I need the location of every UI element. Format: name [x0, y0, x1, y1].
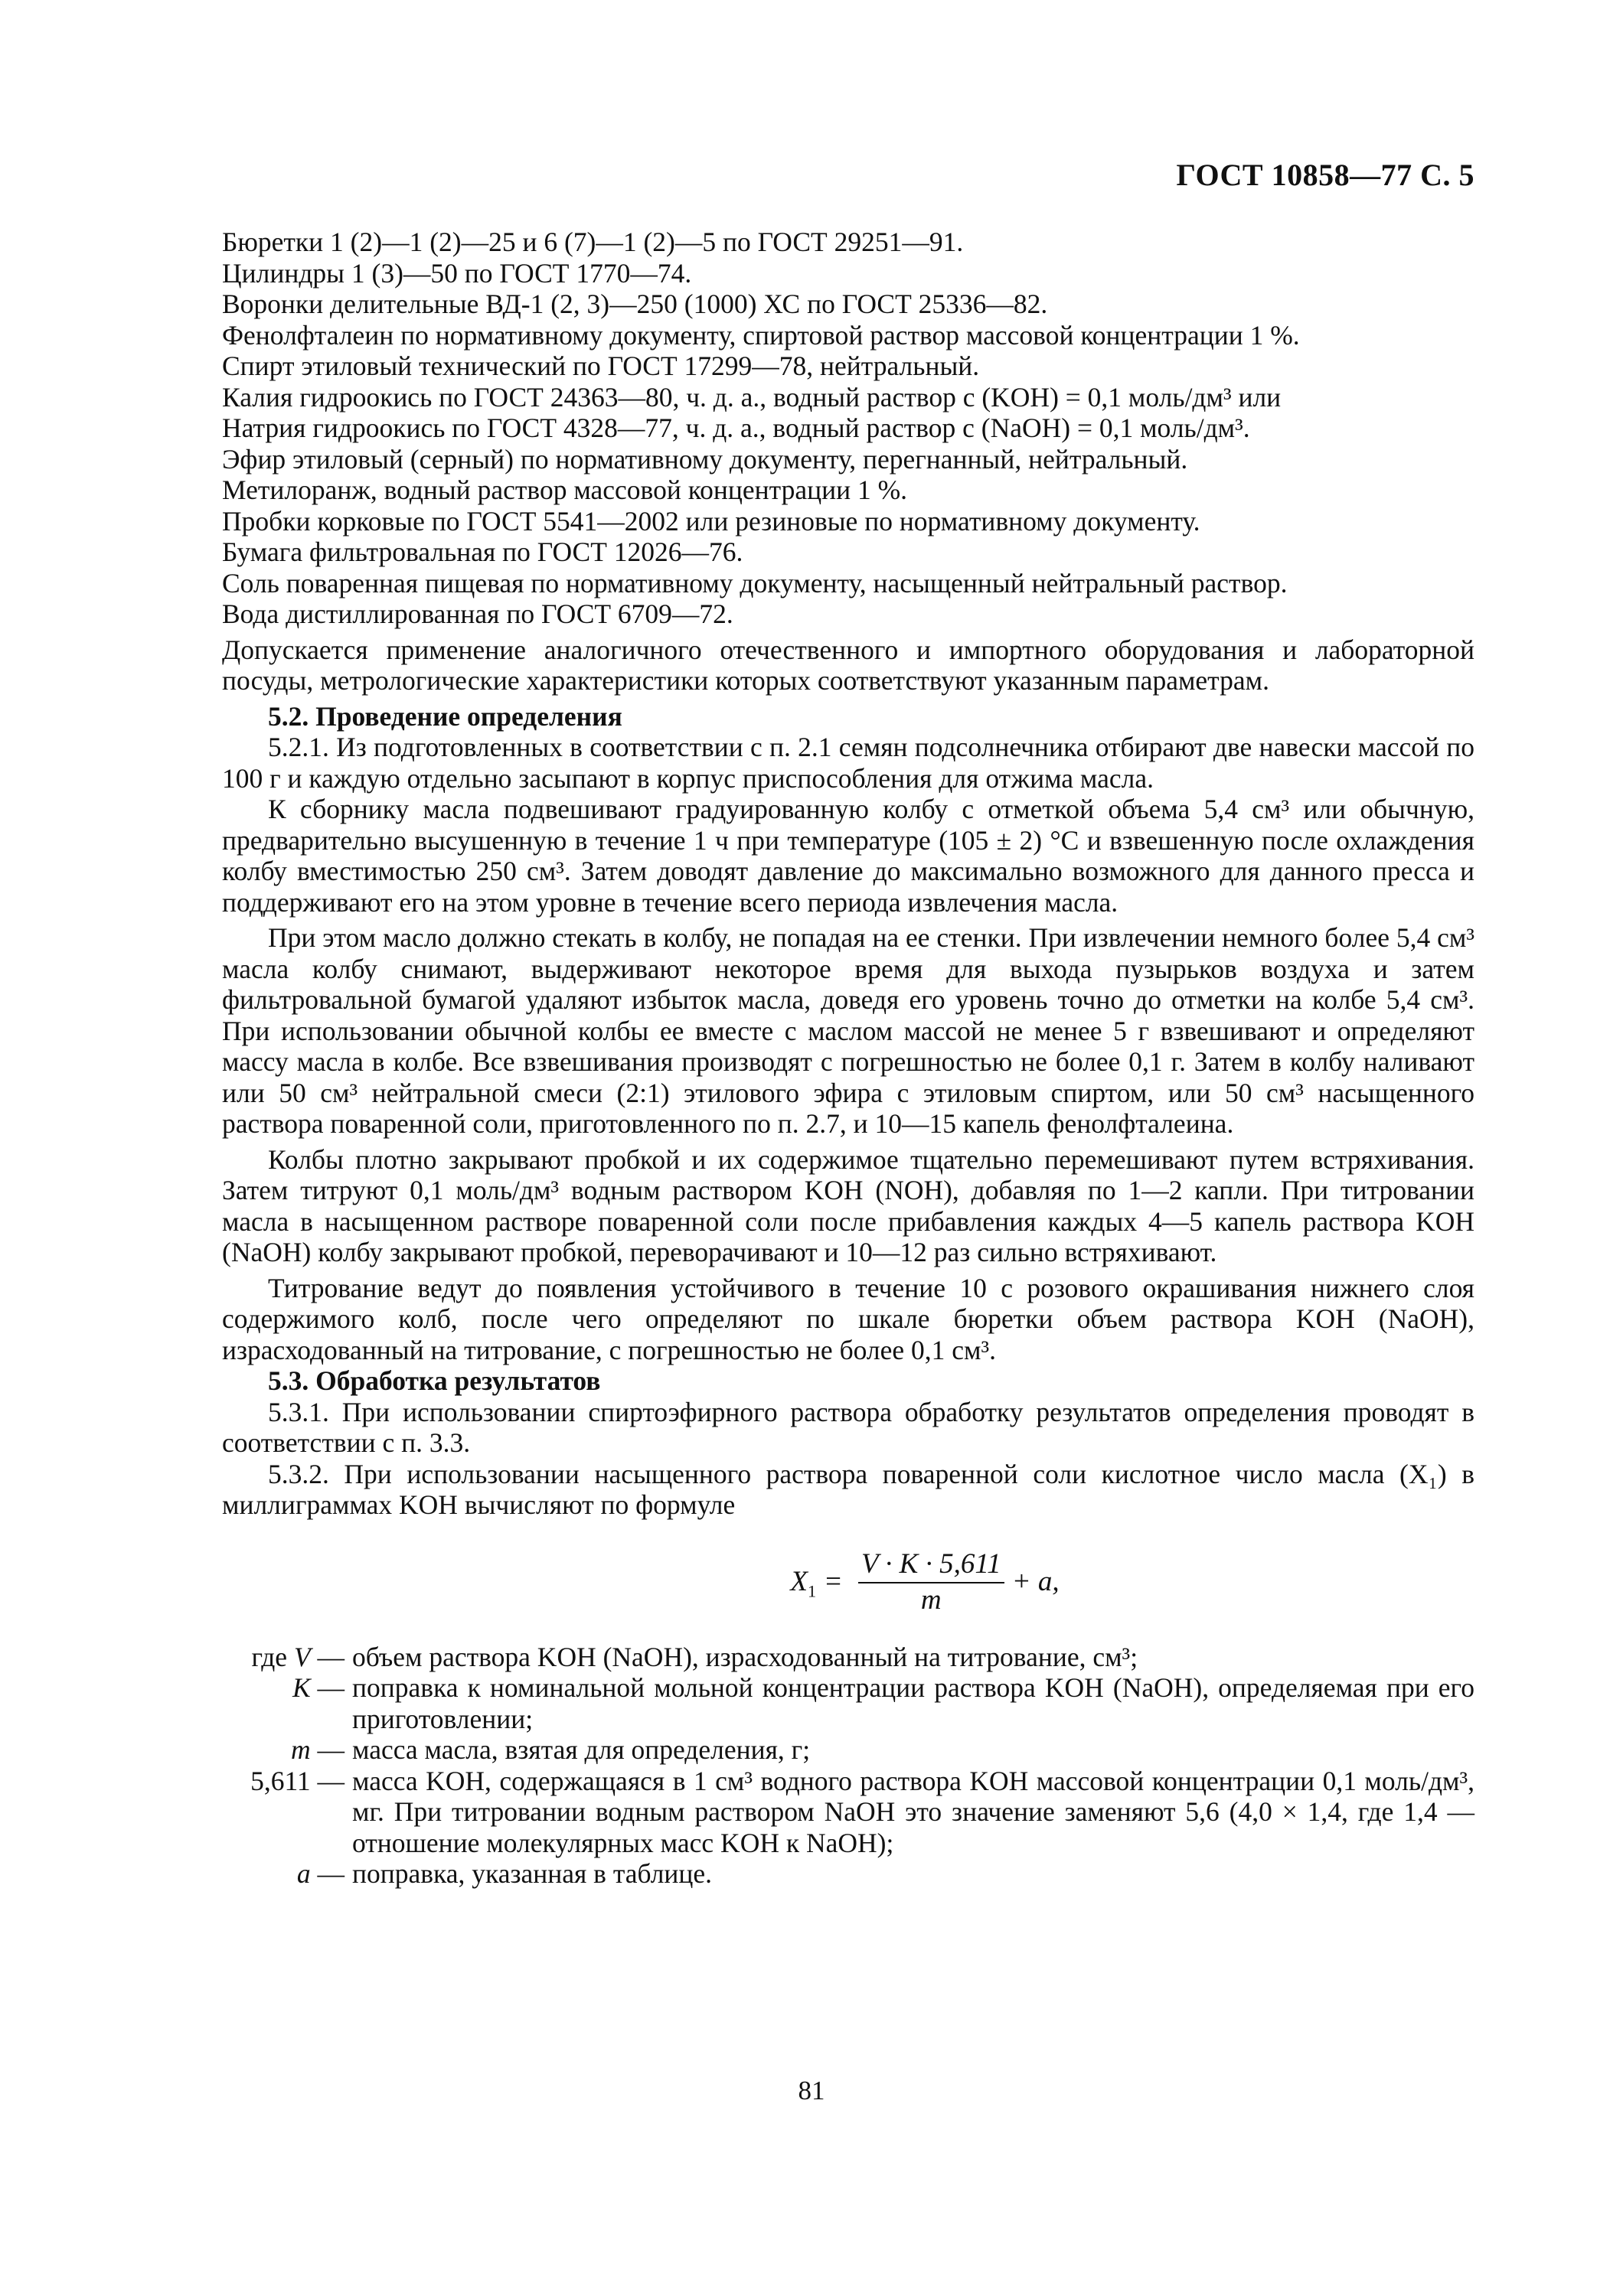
list-item: Фенолфталеин по нормативному документу, спиртовой раствор массовой концентрации 1 %. [222, 319, 1300, 351]
formula-numerator: V · K · 5,611 [858, 1549, 1004, 1583]
paragraph-titration: Колбы плотно закрывают пробкой и их содержимое тщательно перемешивают путем встряхивания. Затем титруют 0,1 моль/дм³ водным раствором KOH (NOH), добавляя по 1—2 капли. При титровании масла в насыщенном растворе поваренной соли после прибавления каждых 4—5 капель раствора KOH (NaOH) колбу закрывают пробкой, переворачивают и 10—12 раз сильно встряхивают. [222, 1143, 1474, 1267]
formula-fraction [858, 1549, 1004, 1616]
list-item: Калия гидроокись по ГОСТ 24363—80, ч. д. а., водный раствор c (KOH) = 0,1 моль/дм³ или [222, 381, 1282, 413]
definition-desc: поправка к номинальной мольной концентрации раствора KOH (NaOH), определяемая при его приготовлении; [352, 1672, 1474, 1734]
list-item: Бумага фильтровальная по ГОСТ 12026—76. [222, 536, 743, 567]
list-item: Эфир этиловый (серный) по нормативному документу, перегнанный, нейтральный. [222, 443, 1188, 475]
list-item: Спирт этиловый технический по ГОСТ 17299—78, нейтральный. [222, 351, 980, 381]
section-heading-5-2: 5.2. Проведение определения [268, 700, 622, 732]
formula [375, 1541, 1474, 1625]
paragraph-flask: К сборнику масла подвешивают градуированную колбу с отметкой объема 5,4 см³ или обычную, предварительно высушенную в течение 1 ч при температуре (105 ± 2) °С и взвешенную после охлаждения колбу вместимостью 250 см³. Затем доводят давление до максимально возможного для данного пресса и поддерживают его на этом уровне в течение всего периода извлечения масла. [222, 794, 1474, 918]
page-number: 81 [798, 2076, 825, 2105]
definition-term: K — [292, 1672, 345, 1703]
paragraph-endpoint: Титрование ведут до появления устойчивого в течение 10 с розового окрашивания нижнего слоя содержимого колб, после чего определяют по шкале бюретки объем раствора KOH (NaOH), израсходованный на титрование, с погрешностью не более 0,1 см³. [222, 1272, 1474, 1365]
paragraph-5-3-1: 5.3.1. При использовании спиртоэфирного раствора обработку результатов определения проводят в соответствии с п. 3.3. [222, 1396, 1474, 1458]
definition-term: a — [296, 1858, 345, 1889]
list-item: Бюретки 1 (2)—1 (2)—25 и 6 (7)—1 (2)—5 по ГОСТ 29251—91. [222, 227, 964, 257]
document-body [222, 227, 1474, 1890]
paragraph-5-3-2: 5.3.2. При использовании насыщенного раствора поваренной соли кислотное число масла (X₁) в миллиграммах KOH вычисляют по формуле [222, 1458, 1474, 1520]
list-item: Метилоранж, водный раствор массовой концентрации 1 %. [222, 475, 908, 505]
formula-equals: = [825, 1566, 841, 1598]
list-item: Воронки делительные ВД-1 (2, 3)—250 (1000) ХС по ГОСТ 25336—82. [222, 289, 1048, 319]
list-item: Цилиндры 1 (3)—50 по ГОСТ 1770—74. [222, 257, 692, 289]
allowance-paragraph: Допускается применение аналогичного отечественного и импортного оборудования и лабораторной посуды, метрологические характеристики которых соответствуют указанным параметрам. [222, 634, 1474, 696]
formula-lhs: $X_1$ [790, 1566, 817, 1601]
list-item: Натрия гидроокись по ГОСТ 4328—77, ч. д. а., водный раствор c (NaOH) = 0,1 моль/дм³. [222, 413, 1250, 443]
list-item: Пробки корковые по ГОСТ 5541—2002 или резиновые по нормативному документу. [222, 505, 1200, 536]
definition-term: где V — [251, 1641, 345, 1672]
formula-denominator: m [920, 1583, 942, 1616]
equipment-list [222, 227, 1474, 630]
section-heading-5-3: 5.3. Обработка результатов [268, 1365, 601, 1396]
definition-term: 5,611 — [250, 1765, 345, 1796]
definition-desc: объем раствора KOH (NaOH), израсходованный на титрование, см³; [352, 1641, 1138, 1672]
paragraph-extraction: При этом масло должно стекать в колбу, не попадая на ее стенки. При извлечении немного более 5,4 см³ масла колбу снимают, выдерживают некоторое время для выхода пузырьков воздуха и затем фильтровальной бумагой удаляют избыток масла, доведя его уровень точно до отметки на колбе 5,4 см³. При использовании обычной колбы ее вместе с маслом массой не менее 5 г взвешивают и определяют массу масла в колбе. Все взвешивания производят с погрешностью не более 0,1 г. Затем в колбу наливают или 50 см³ нейтральной смеси (2:1) этилового эфира с этиловым спиртом, или 50 см³ насыщенного раствора поваренной соли, приготовленного по п. 2.7, и 10—15 капель фенолфталеина. [222, 922, 1474, 1139]
paragraph-5-2-1: 5.2.1. Из подготовленных в соответствии с п. 2.1 семян подсолнечника отбирают две навески массой по 100 г и каждую отдельно засыпают в корпус приспособления для отжима масла. [222, 732, 1474, 794]
definition-desc: поправка, указанная в таблице. [352, 1858, 713, 1889]
formula-tail: + a, [1011, 1566, 1060, 1598]
document-header: ГОСТ 10858—77 С. 5 [1176, 158, 1474, 192]
definition-desc: масса масла, взятая для определения, г; [352, 1734, 811, 1765]
variable-definitions [191, 1642, 1474, 1890]
definition-term: m — [290, 1734, 345, 1765]
list-item: Соль поваренная пищевая по нормативному документу, насыщенный нейтральный раствор. [222, 567, 1288, 598]
list-item: Вода дистиллированная по ГОСТ 6709—72. [222, 598, 733, 629]
definition-desc: масса KOH, содержащаяся в 1 см³ водного раствора KOH массовой концентрации 0,1 моль/дм³, мг. При титровании водным раствором NaOH это значение заменяют 5,6 (4,0 × 1,4, где 1,4 — отношение молекулярных масс KOH к NaOH); [352, 1765, 1474, 1858]
